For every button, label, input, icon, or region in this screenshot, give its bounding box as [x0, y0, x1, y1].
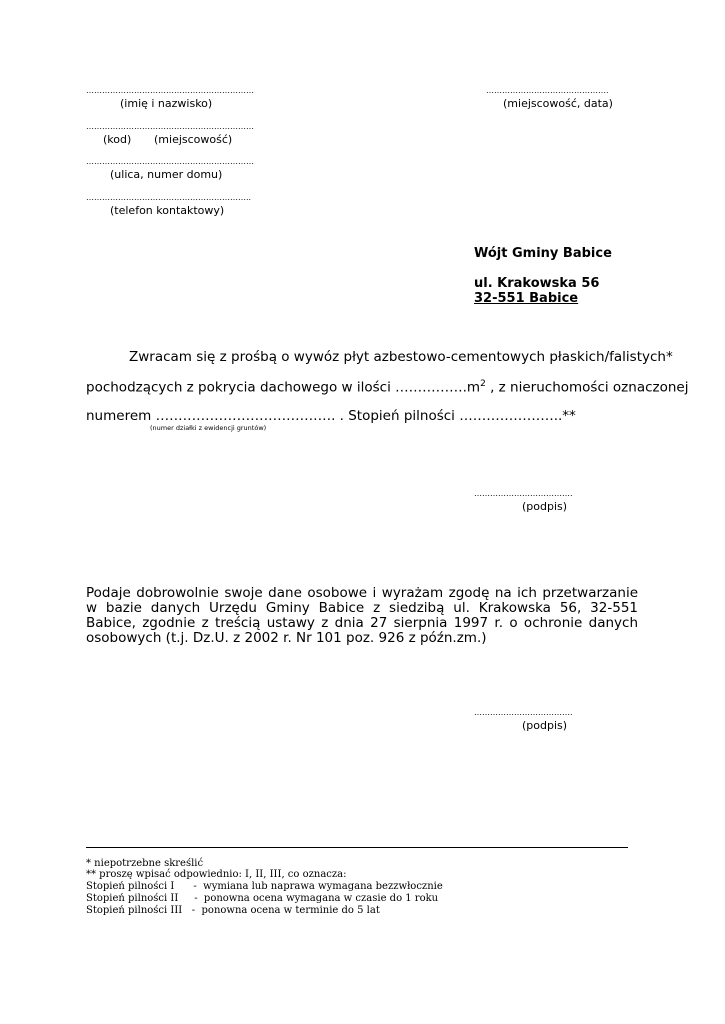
signature-2-dotted-line[interactable]: ………………………………. [474, 708, 573, 717]
request-line-2-end: , z nieruchomości oznaczonej [485, 379, 689, 396]
request-line-2-start: pochodzących z pokrycia dachowego w ilości …………….m [86, 379, 481, 396]
recipient-postal: 32-551 Babice [474, 291, 579, 306]
phone-label: (telefon kontaktowy) [110, 204, 225, 217]
signature-2-label: (podpis) [522, 719, 568, 732]
place-date-dotted-line[interactable]: ………………………………………. [486, 86, 609, 95]
signature-1-label: (podpis) [522, 500, 568, 513]
request-line-1: Zwracam się z prośbą o wywóz płyt azbestowo-cementowych płaskich/falistych* [129, 349, 673, 365]
consent-text: Podaje dobrowolnie swoje dane osobowe i wyrażam zgodę na ich przetwarzanie w bazie danych Urzędu Gminy Babice z siedzibą ul. Krakowska 56, 32-551 Babice, zgodnie z treścią ustawy z dnia 27 sierpnia 1997 r. o ochronie danych osobowych (t.j. Dz.U. z 2002 r. Nr 101 poz. 926 z późn.zm.) [86, 585, 638, 646]
recipient-name: Wójt Gminy Babice [474, 246, 612, 261]
phone-dotted-line[interactable]: …………………………………………………….. [86, 193, 252, 202]
recipient-street: ul. Krakowska 56 [474, 276, 600, 291]
name-label: (imię i nazwisko) [120, 97, 213, 110]
request-line-2 [86, 379, 688, 396]
city-label: (miejscowość) [154, 133, 233, 146]
footnote-divider [86, 847, 628, 848]
name-dotted-line[interactable]: ……………………………………………………… [86, 86, 254, 95]
footnote-urgency-3: Stopień pilności III - ponowna ocena w terminie do 5 lat [86, 905, 380, 916]
footnote-1: * niepotrzebne skreślić [86, 858, 204, 869]
street-dotted-line[interactable]: ……………………………………………………… [86, 157, 254, 166]
request-line-3: numerem …………………………………. . Stopień pilności …………………..** [86, 408, 576, 424]
footnote-urgency-2: Stopień pilności II - ponowna ocena wymagana w czasie do 1 roku [86, 893, 439, 904]
signature-1-dotted-line[interactable]: ………………………………. [474, 489, 573, 498]
code-label: (kod) [103, 133, 132, 146]
footnote-urgency-1: Stopień pilności I - wymiana lub naprawa wymagana bezzwłocznie [86, 881, 443, 892]
parcel-note: (numer działki z ewidencji gruntów) [150, 424, 267, 432]
footnote-2: ** proszę wpisać odpowiednio: I, II, III, co oznacza: [86, 869, 347, 880]
code-city-dotted-line[interactable]: ……………………………………………………… [86, 122, 254, 131]
square-meter-superscript: 2 [480, 379, 486, 389]
place-date-label: (miejscowość, data) [503, 97, 613, 110]
street-label: (ulica, numer domu) [110, 168, 223, 181]
